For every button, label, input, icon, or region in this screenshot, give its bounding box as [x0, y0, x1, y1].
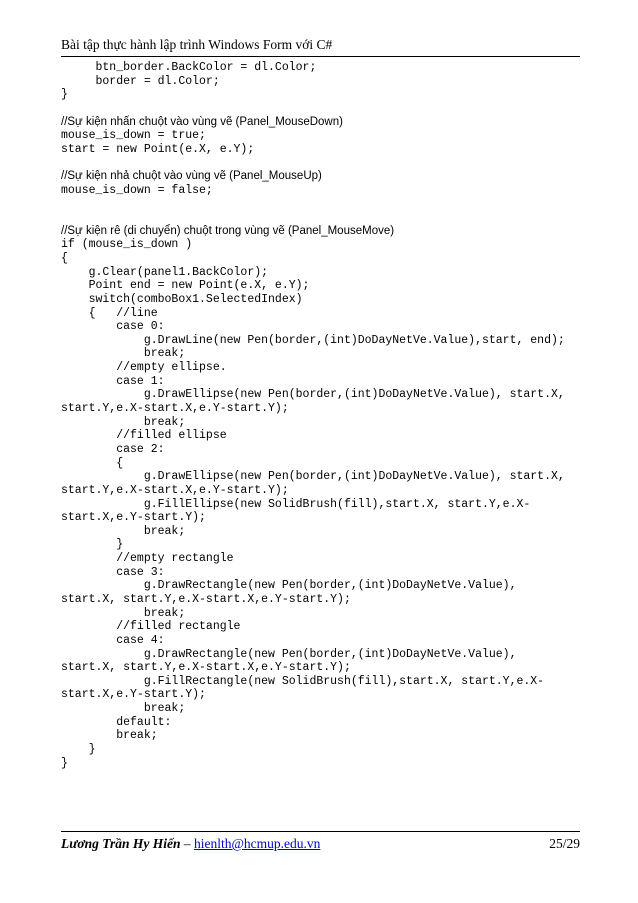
code-line: mouse_is_down = true; — [61, 129, 206, 143]
code-line: { //line — [61, 306, 158, 320]
code-line: break; — [61, 347, 186, 361]
code-line: } — [61, 538, 124, 552]
header-title: Bài tập thực hành lập trình Windows Form với C# — [61, 37, 333, 52]
code-line: if (mouse_is_down ) — [61, 238, 193, 252]
code-line — [61, 197, 601, 211]
code-line: break; — [61, 415, 186, 429]
code-listing — [61, 61, 601, 770]
code-line: case 0: — [61, 320, 165, 334]
footer-separator: – — [180, 836, 194, 851]
code-line: g.DrawEllipse(new Pen(border,(int)DoDayNetVe.Value), start.X, — [61, 470, 565, 484]
code-line — [61, 156, 601, 170]
code-line: g.FillRectangle(new SolidBrush(fill),start.X, start.Y,e.X- — [61, 674, 545, 688]
code-line: start.X, start.Y,e.X-start.X,e.Y-start.Y); — [61, 592, 351, 606]
code-line: g.DrawLine(new Pen(border,(int)DoDayNetVe.Value),start, end); — [61, 333, 565, 347]
code-line: switch(comboBox1.SelectedIndex) — [61, 292, 303, 306]
code-comment-line: //Sự kiện rê (di chuyển) chuột trong vùng vẽ (Panel_MouseMove) — [61, 224, 395, 237]
code-line — [61, 102, 601, 116]
code-line: g.Clear(panel1.BackColor); — [61, 265, 269, 279]
code-line: //filled rectangle — [61, 620, 241, 634]
footer-email-link[interactable]: hienlth@hcmup.edu.vn — [193, 836, 321, 851]
code-line: start.X, start.Y,e.X-start.X,e.Y-start.Y); — [61, 661, 351, 675]
code-line — [61, 211, 601, 225]
page-header — [61, 37, 580, 57]
code-line: g.DrawRectangle(new Pen(border,(int)DoDayNetVe.Value), — [61, 647, 517, 661]
code-line: } — [61, 756, 68, 770]
code-line: g.DrawEllipse(new Pen(border,(int)DoDayNetVe.Value), start.X, — [61, 388, 565, 402]
page-footer — [61, 831, 580, 852]
code-line: Point end = new Point(e.X, e.Y); — [61, 279, 310, 293]
code-line: case 1: — [61, 374, 165, 388]
code-line: mouse_is_down = false; — [61, 183, 213, 197]
code-line: btn_border.BackColor = dl.Color; — [61, 61, 317, 74]
code-comment-line: //Sự kiện nhả chuột vào vùng vẽ (Panel_MouseUp) — [61, 170, 322, 183]
code-line: break; — [61, 606, 186, 620]
code-line: start.X,e.Y-start.Y); — [61, 688, 206, 702]
code-line: break; — [61, 702, 186, 716]
footer-author: Lương Trần Hy Hiến — [61, 836, 181, 851]
code-line: { — [61, 251, 68, 265]
code-line: case 3: — [61, 565, 165, 579]
code-line: //filled ellipse — [61, 429, 227, 443]
code-line: } — [61, 88, 68, 102]
code-line: border = dl.Color; — [61, 74, 220, 88]
code-comment-line: //Sự kiện nhấn chuột vào vùng vẽ (Panel_MouseDown) — [61, 115, 343, 128]
code-line: case 4: — [61, 633, 165, 647]
code-line: default: — [61, 715, 172, 729]
page-number: 25/29 — [549, 836, 580, 851]
code-line: case 2: — [61, 442, 165, 456]
code-line: g.DrawRectangle(new Pen(border,(int)DoDayNetVe.Value), — [61, 579, 517, 593]
code-line: start.Y,e.X-start.X,e.Y-start.Y); — [61, 483, 289, 497]
code-line: break; — [61, 524, 186, 538]
code-line: g.FillEllipse(new SolidBrush(fill),start.X, start.Y,e.X- — [61, 497, 531, 511]
code-line: start = new Point(e.X, e.Y); — [61, 142, 255, 156]
code-line: { — [61, 456, 124, 470]
code-line: //empty rectangle — [61, 552, 234, 566]
code-line: start.Y,e.X-start.X,e.Y-start.Y); — [61, 402, 289, 416]
code-line: break; — [61, 729, 158, 743]
code-line: //empty ellipse. — [61, 361, 227, 375]
code-line: } — [61, 743, 96, 757]
code-line: start.X,e.Y-start.Y); — [61, 511, 206, 525]
